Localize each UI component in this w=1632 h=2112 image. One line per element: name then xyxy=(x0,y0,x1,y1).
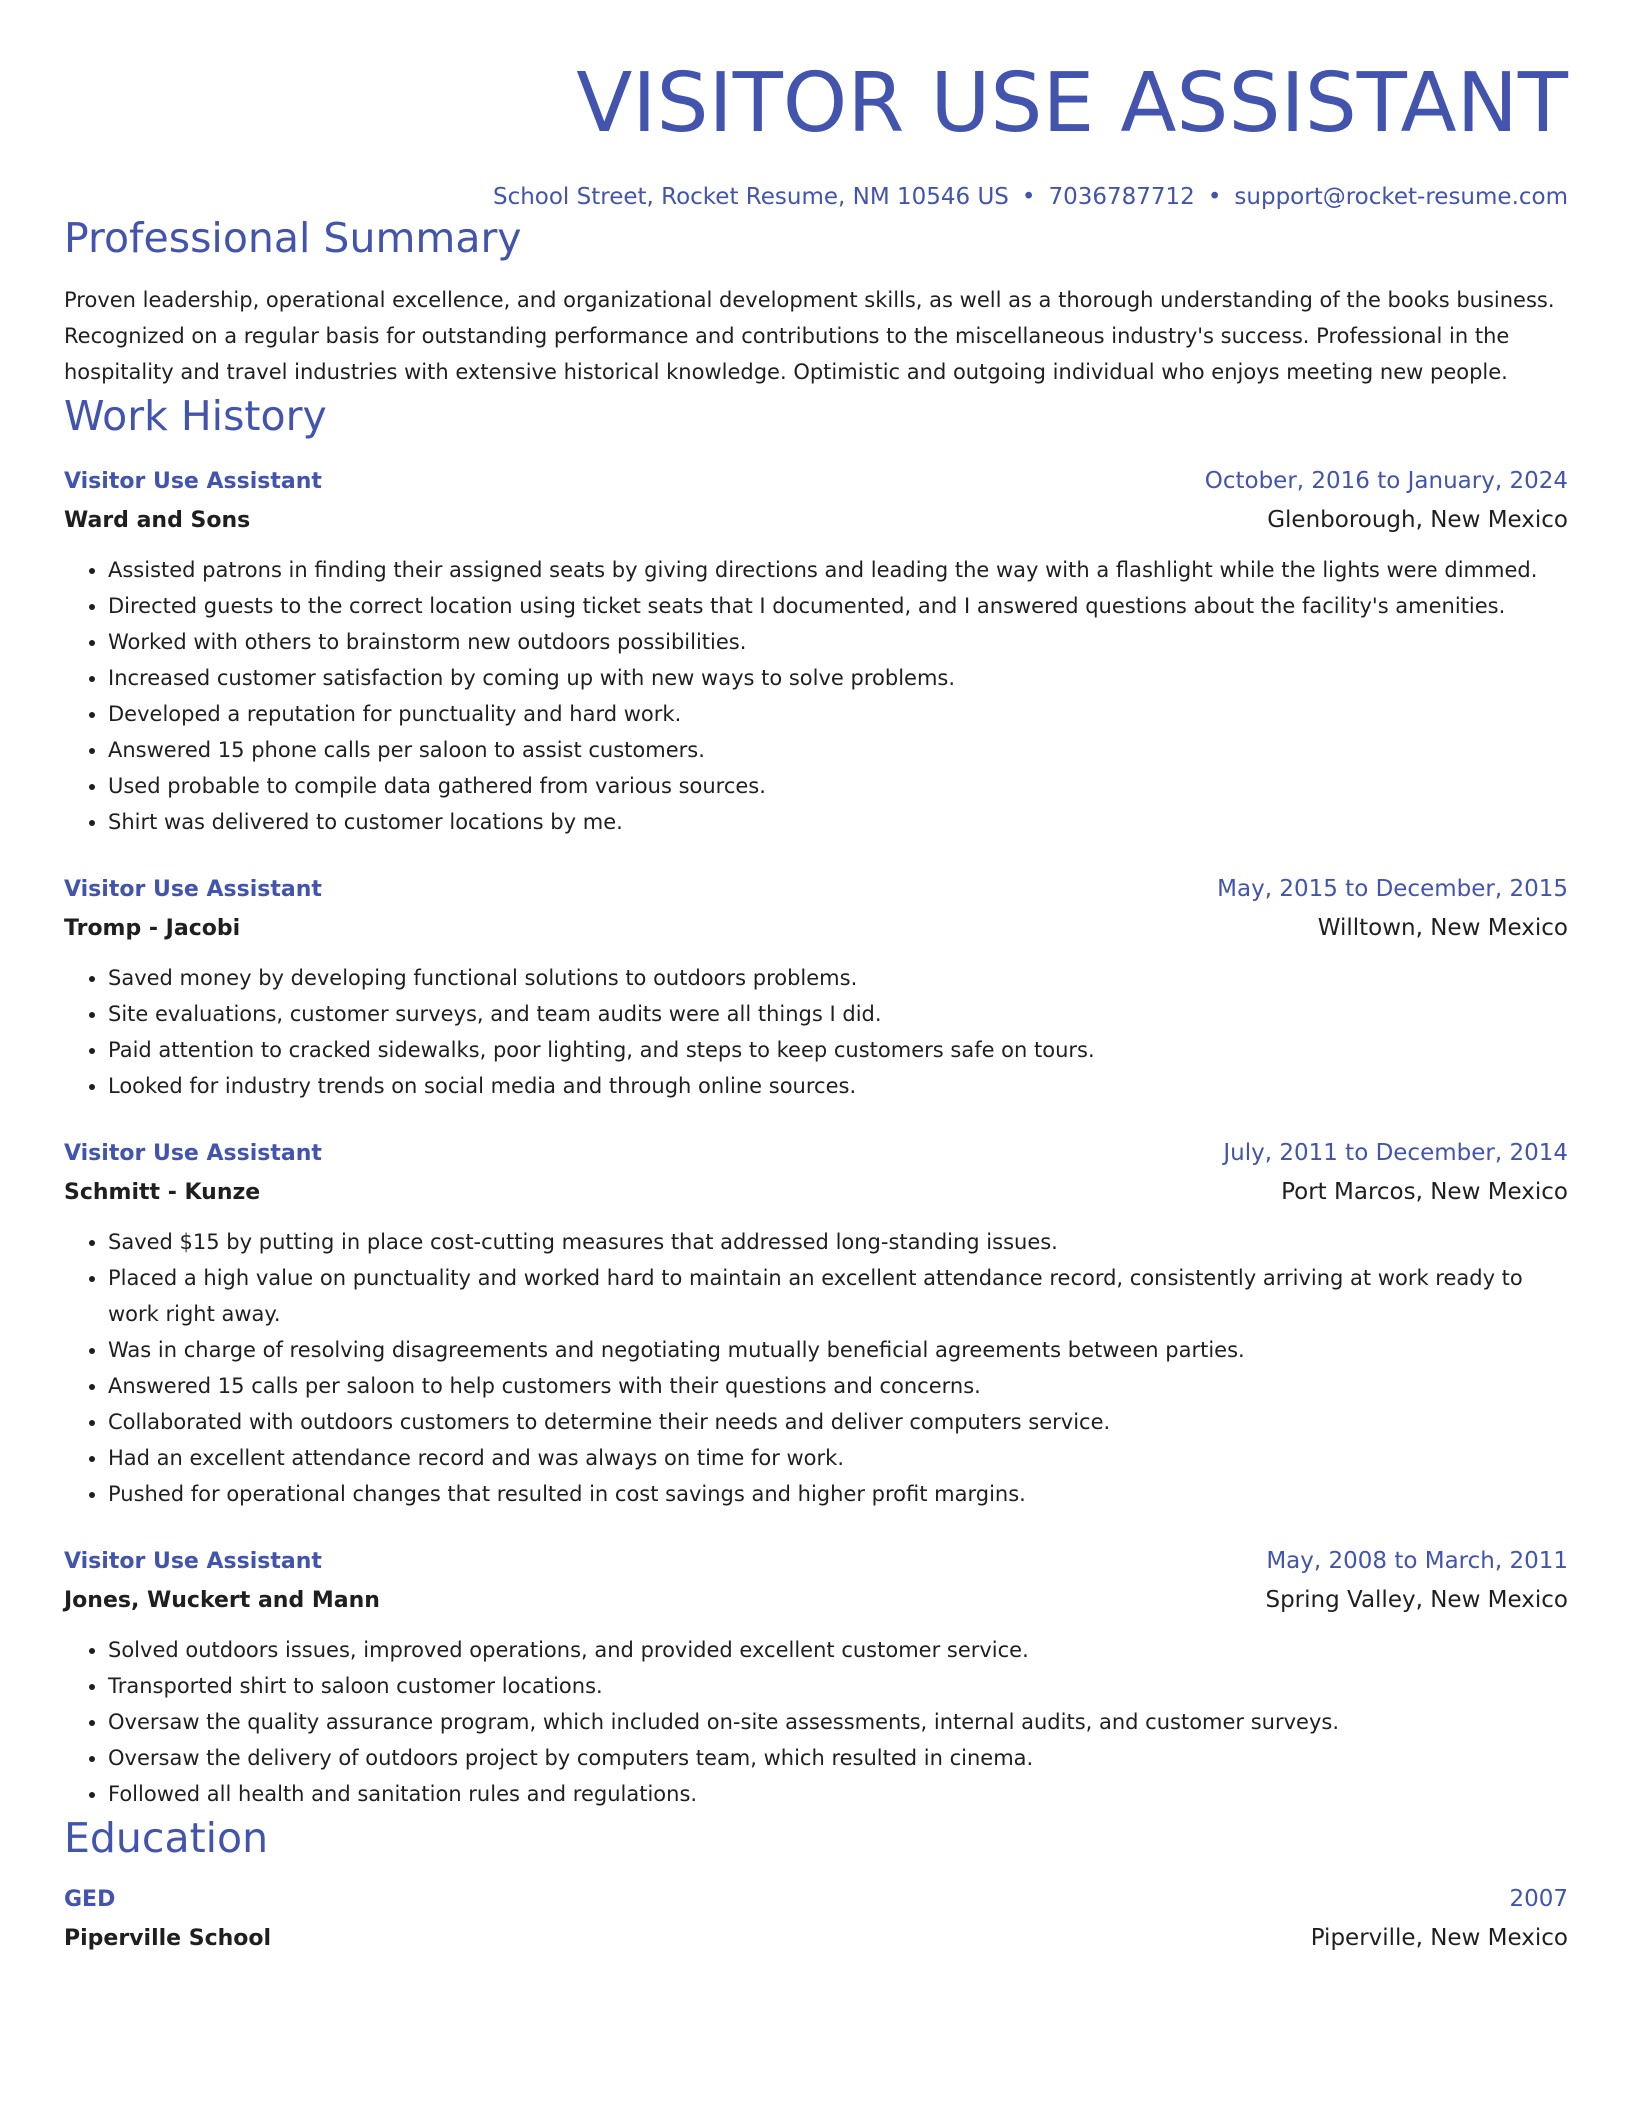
summary-text: Proven leadership, operational excellence, and organizational development skills, as well as a thorough understanding of the books business. Recognized on a regular basis for outstanding performance and contributions to the miscellaneous industry's success. Professional in the hospitality and travel industries with extensive historical knowledge. Optimistic and outgoing individual who enjoys meeting new people. xyxy=(64,288,1555,384)
job-bullet: • Directed guests to the correct location using ticket seats that I documented, and I answered questions about the facility's amenities. xyxy=(108,588,1568,624)
summary-heading: Professional Summary xyxy=(64,214,522,262)
contact-address: School Street, Rocket Resume, NM 10546 US xyxy=(492,184,1009,210)
job-title: Visitor Use Assistant xyxy=(64,469,322,494)
education-entry xyxy=(64,1880,1568,1958)
job-dates: October, 2016 to January, 2024 xyxy=(1204,468,1568,494)
job-bullet: • Pushed for operational changes that resulted in cost savings and higher profit margins. xyxy=(108,1476,1568,1512)
job-location: Glenborough, New Mexico xyxy=(1267,507,1568,533)
job-entry xyxy=(64,1134,1568,1512)
job-bullets xyxy=(64,552,1568,840)
job-bullet: • Oversaw the quality assurance program, which included on-site assessments, internal audits, and customer surveys. xyxy=(108,1704,1568,1740)
job-entry xyxy=(64,1542,1568,1812)
job-bullet: • Looked for industry trends on social media and through online sources. xyxy=(108,1068,1568,1104)
job-bullet: • Was in charge of resolving disagreements and negotiating mutually beneficial agreements between parties. xyxy=(108,1332,1568,1368)
job-title: Visitor Use Assistant xyxy=(64,1549,322,1574)
job-bullets xyxy=(64,960,1568,1104)
job-title: Visitor Use Assistant xyxy=(64,1141,322,1166)
job-bullet: • Solved outdoors issues, improved operations, and provided excellent customer service. xyxy=(108,1632,1568,1668)
job-bullet: • Increased customer satisfaction by coming up with new ways to solve problems. xyxy=(108,660,1568,696)
education-header-row xyxy=(64,1880,1568,1919)
job-dates: May, 2008 to March, 2011 xyxy=(1266,1548,1568,1574)
job-bullet: • Used probable to compile data gathered from various sources. xyxy=(108,768,1568,804)
work-history-heading: Work History xyxy=(64,392,327,440)
job-bullet: • Answered 15 phone calls per saloon to assist customers. xyxy=(108,732,1568,768)
job-title: Visitor Use Assistant xyxy=(64,877,322,902)
job-bullet: • Had an excellent attendance record and was always on time for work. xyxy=(108,1440,1568,1476)
education-year: 2007 xyxy=(1509,1886,1568,1912)
contact-phone: 7036787712 xyxy=(1048,184,1195,210)
job-header-row xyxy=(64,870,1568,909)
job-bullet: • Assisted patrons in finding their assigned seats by giving directions and leading the way with a flashlight while the lights were dimmed. xyxy=(108,552,1568,588)
education-degree: GED xyxy=(64,1887,116,1912)
education-school-row xyxy=(64,1919,1568,1958)
contact-separator: • xyxy=(1207,184,1222,210)
job-employer: Ward and Sons xyxy=(64,508,251,533)
job-bullet: • Collaborated with outdoors customers to determine their needs and deliver computers service. xyxy=(108,1404,1568,1440)
job-bullet: • Placed a high value on punctuality and worked hard to maintain an excellent attendance record, consistently arriving at work ready to work right away. xyxy=(108,1260,1568,1332)
contact-email: support@rocket-resume.com xyxy=(1234,184,1568,210)
job-entry xyxy=(64,462,1568,840)
job-location: Port Marcos, New Mexico xyxy=(1281,1179,1568,1205)
job-bullets xyxy=(64,1632,1568,1812)
job-employer-row xyxy=(64,501,1568,540)
job-bullet: • Saved $15 by putting in place cost-cutting measures that addressed long-standing issues. xyxy=(108,1224,1568,1260)
education-heading: Education xyxy=(64,1814,269,1862)
job-bullets xyxy=(64,1224,1568,1512)
job-bullet: • Worked with others to brainstorm new outdoors possibilities. xyxy=(108,624,1568,660)
job-employer: Tromp - Jacobi xyxy=(64,916,241,941)
job-bullet: • Answered 15 calls per saloon to help customers with their questions and concerns. xyxy=(108,1368,1568,1404)
contact-line xyxy=(64,182,1568,212)
job-location: Willtown, New Mexico xyxy=(1317,915,1568,941)
education-school: Piperville School xyxy=(64,1926,272,1951)
contact-separator: • xyxy=(1021,184,1036,210)
job-employer-row xyxy=(64,1173,1568,1212)
job-bullet: • Developed a reputation for punctuality and hard work. xyxy=(108,696,1568,732)
job-header-row xyxy=(64,1542,1568,1581)
resume-name: VISITOR USE ASSISTANT xyxy=(576,56,1568,151)
job-bullet: • Site evaluations, customer surveys, and team audits were all things I did. xyxy=(108,996,1568,1032)
job-entry xyxy=(64,870,1568,1104)
job-employer: Jones, Wuckert and Mann xyxy=(64,1588,380,1613)
job-bullet: • Shirt was delivered to customer locations by me. xyxy=(108,804,1568,840)
job-location: Spring Valley, New Mexico xyxy=(1265,1587,1568,1613)
job-employer: Schmitt - Kunze xyxy=(64,1180,261,1205)
job-bullet: • Followed all health and sanitation rules and regulations. xyxy=(108,1776,1568,1812)
job-bullet: • Saved money by developing functional solutions to outdoors problems. xyxy=(108,960,1568,996)
job-dates: May, 2015 to December, 2015 xyxy=(1217,876,1568,902)
job-employer-row xyxy=(64,1581,1568,1620)
job-dates: July, 2011 to December, 2014 xyxy=(1223,1140,1568,1166)
job-header-row xyxy=(64,1134,1568,1173)
job-header-row xyxy=(64,462,1568,501)
job-bullet: • Paid attention to cracked sidewalks, poor lighting, and steps to keep customers safe on tours. xyxy=(108,1032,1568,1068)
job-employer-row xyxy=(64,909,1568,948)
job-bullet: • Transported shirt to saloon customer locations. xyxy=(108,1668,1568,1704)
education-location: Piperville, New Mexico xyxy=(1310,1925,1568,1951)
job-bullet: • Oversaw the delivery of outdoors project by computers team, which resulted in cinema. xyxy=(108,1740,1568,1776)
